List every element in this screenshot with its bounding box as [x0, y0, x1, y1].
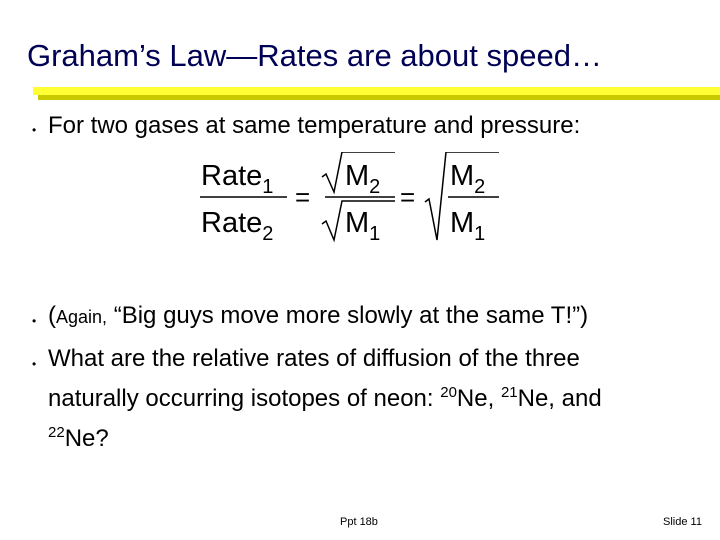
formula-m1-bottom-base: M: [345, 207, 370, 239]
formula-rate1: [201, 160, 273, 198]
iso-20: 20: [440, 384, 457, 401]
bullet-2-text: [48, 299, 588, 334]
formula-m2-inner: [450, 160, 485, 198]
iso-21: 21: [500, 384, 518, 401]
formula-m2-top-sub: 2: [369, 176, 381, 198]
ne-21: Ne, and: [517, 385, 602, 412]
formula-m2-inner-base: M: [450, 160, 475, 192]
bullet-marker-1: •: [32, 123, 37, 137]
formula-m1-inner-sub: 1: [474, 223, 486, 245]
bullet-2-lead: (: [48, 302, 56, 329]
formula-rate2-base: Rate: [201, 207, 263, 239]
iso-22: 22: [48, 424, 65, 441]
bullet-2-small: Again,: [56, 307, 108, 327]
bullet-3-line-1: What are the relative rates of diffusion of the three: [48, 345, 580, 372]
formula-m2-top-base: M: [345, 160, 370, 192]
grahams-law-formula: [195, 152, 505, 248]
bullet-3-line-2: [48, 382, 602, 418]
formula-m1-inner: [450, 207, 485, 245]
formula-m2-top: [345, 160, 380, 198]
formula-m1-bottom: [345, 207, 380, 245]
bullet-marker-2: •: [32, 314, 37, 328]
formula-m1-bottom-sub: 1: [369, 223, 381, 245]
formula-equals-1: =: [295, 182, 311, 212]
formula-rate2: [201, 207, 273, 245]
formula-m2-inner-sub: 2: [474, 176, 486, 198]
formula-rate1-base: Rate: [201, 160, 263, 192]
formula-rate2-sub: 2: [262, 223, 274, 245]
ne-20: Ne,: [456, 385, 501, 412]
footer-slide-number: Slide 11: [663, 516, 702, 528]
title-rule: [33, 87, 720, 95]
footer-center: Ppt 18b: [340, 516, 378, 528]
bullet-1-text: For two gases at same temperature and pressure:: [48, 112, 581, 139]
formula-m1-inner-base: M: [450, 207, 475, 239]
formula-equals-2: =: [400, 182, 416, 212]
bullet-3-line-3: [48, 422, 109, 458]
slide-title: Graham’s Law—Rates are about speed…: [27, 38, 602, 73]
bullet-3-line-2-text: naturally occurring isotopes of neon:: [48, 385, 441, 412]
ne-22: Ne?: [64, 425, 109, 452]
formula-rate1-sub: 1: [262, 176, 274, 198]
bullet-2-rest: “Big guys move more slowly at the same T!”): [107, 302, 589, 329]
bullet-marker-3: •: [32, 357, 37, 371]
